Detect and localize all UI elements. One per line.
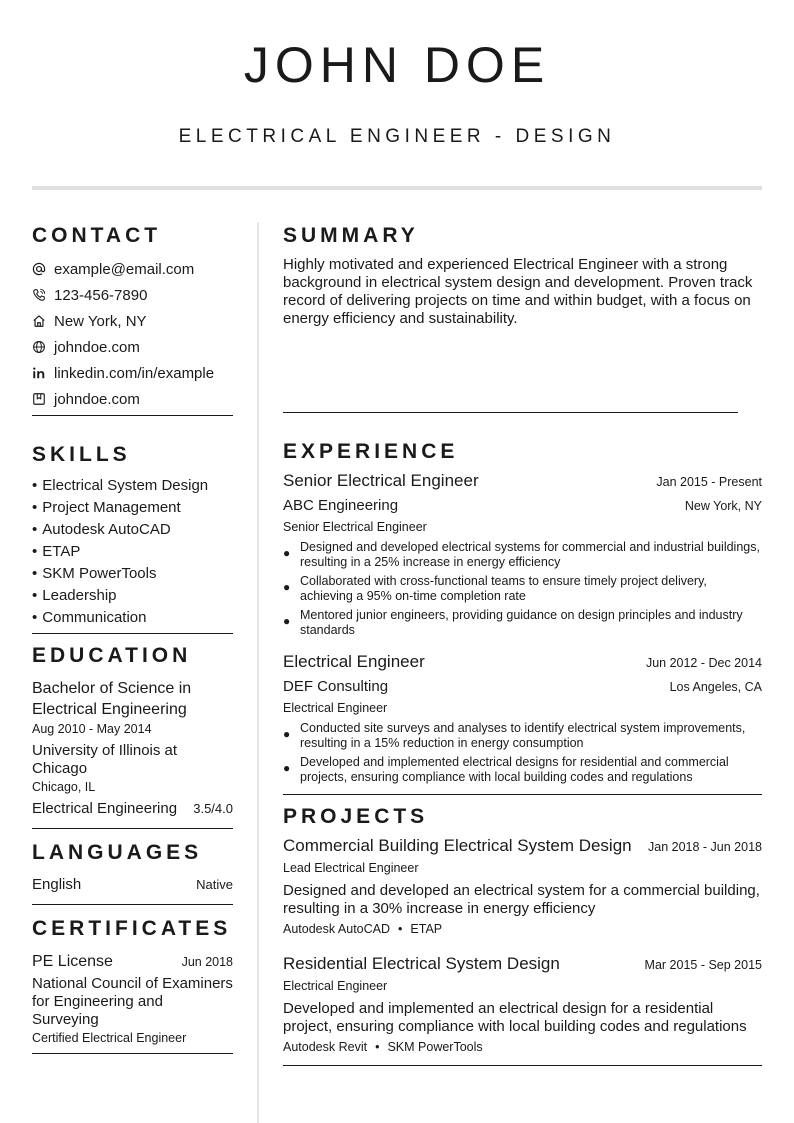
certificate-name: PE License — [32, 953, 113, 970]
contact-portfolio[interactable] — [32, 386, 233, 412]
job-bullet: ● Designed and developed electrical systems for commercial and industrial buildings, resulting in a 25% increase in energy efficiency — [283, 540, 760, 569]
contact-website[interactable] — [32, 334, 233, 360]
bookmark-icon — [32, 392, 46, 406]
skill-item: • Communication — [32, 609, 147, 626]
education-section — [32, 642, 233, 829]
globe-icon — [32, 340, 46, 354]
bullet-icon: • — [32, 477, 38, 494]
header-divider — [32, 186, 762, 190]
contact-linkedin-text: linkedin.com/in/example — [54, 364, 215, 382]
skills-section — [32, 441, 233, 634]
project-description: Designed and developed an electrical system for a commercial building, resulting in a 30% increase in energy efficiency — [283, 882, 760, 917]
job-dates: Jun 2012 - Dec 2014 — [645, 656, 762, 670]
linkedin-icon — [32, 366, 46, 380]
company-row — [283, 675, 762, 699]
certificate-row — [32, 951, 233, 973]
summary-divider — [283, 412, 738, 413]
job-bullets — [283, 721, 762, 785]
project-tag: ETAP — [410, 922, 443, 936]
contact-divider — [32, 415, 233, 416]
education-field: Electrical Engineering — [32, 800, 178, 817]
languages-section — [32, 839, 233, 905]
contact-location-text: New York, NY — [54, 312, 147, 330]
skills-heading: SKILLS — [32, 443, 131, 466]
left-column — [32, 222, 233, 1054]
summary-heading: SUMMARY — [283, 224, 419, 247]
bullet-icon: • — [32, 521, 38, 538]
job-role: Electrical Engineer — [283, 701, 388, 715]
certificates-heading: CERTIFICATES — [32, 917, 232, 940]
education-school: University of Illinois at Chicago — [32, 742, 178, 777]
skill-item: • Project Management — [32, 499, 181, 516]
project-title: Commercial Building Electrical System Design — [283, 836, 632, 855]
skills-list — [32, 475, 233, 629]
job-title-row — [283, 650, 762, 675]
project-title-row — [283, 952, 762, 977]
candidate-title: ELECTRICAL ENGINEER - DESIGN — [178, 126, 616, 147]
project-role: Electrical Engineer — [283, 979, 388, 993]
job-dates: Jan 2015 - Present — [656, 475, 762, 489]
project-role: Lead Electrical Engineer — [283, 861, 419, 875]
certificate-role: Certified Electrical Engineer — [32, 1031, 187, 1045]
contact-phone[interactable] — [32, 282, 233, 308]
summary-section — [283, 222, 762, 412]
skill-item: • Autodesk AutoCAD — [32, 521, 171, 538]
summary-text: Highly motivated and experienced Electrical Engineer with a strong background in electrical system design and development. Proven track record of delivering projects on time and within budget, with a focus on energy efficiency and sustainability. — [283, 256, 753, 327]
job-bullet: ● Developed and implemented electrical designs for residential and commercial projects, ensuring compliance with local building codes and regulations — [283, 755, 729, 784]
job-title: Senior Electrical Engineer — [283, 471, 479, 490]
certificates-section — [32, 915, 233, 1054]
certificate-date: Jun 2018 — [181, 955, 233, 969]
contact-website-text: johndoe.com — [54, 338, 140, 356]
contact-section — [32, 222, 233, 416]
job-bullet: ● Collaborated with cross-functional teams to ensure timely project delivery, achieving a 95% on-time completion rate — [283, 574, 707, 603]
experience-heading: EXPERIENCE — [283, 440, 459, 463]
experience-section — [283, 438, 762, 795]
bullet-icon: ● — [283, 727, 291, 741]
right-column — [283, 222, 762, 1066]
education-degree: Bachelor of Science in Electrical Engineering — [32, 680, 192, 718]
language-name: English — [32, 876, 82, 893]
bullet-icon: • — [32, 609, 38, 626]
company-name: ABC Engineering — [283, 497, 399, 514]
projects-heading: PROJECTS — [283, 805, 429, 828]
home-icon — [32, 314, 46, 328]
bullet-icon: ● — [283, 580, 291, 594]
project-tag: Autodesk Revit — [283, 1040, 368, 1054]
job-entry — [283, 650, 762, 785]
education-field-row — [32, 799, 233, 819]
job-bullets — [283, 540, 762, 638]
project-entry — [283, 952, 762, 1056]
certificate-issuer: National Council of Examiners for Engineering and Surveying — [32, 975, 233, 1028]
project-dates: Jan 2018 - Jun 2018 — [648, 840, 762, 854]
education-dates: Aug 2010 - May 2014 — [32, 722, 152, 736]
phone-icon — [32, 288, 46, 302]
bullet-icon: • — [32, 565, 38, 582]
project-title-row — [283, 834, 762, 859]
skill-item: • Electrical System Design — [32, 477, 209, 494]
at-icon — [32, 262, 46, 276]
experience-divider — [283, 794, 762, 795]
contact-heading: CONTACT — [32, 224, 162, 247]
tag-separator: • — [375, 1040, 380, 1054]
languages-divider — [32, 904, 233, 905]
tag-separator: • — [398, 922, 403, 936]
job-bullet: ● Mentored junior engineers, providing guidance on design principles and industry standards — [283, 608, 743, 637]
bullet-icon: ● — [283, 761, 291, 775]
project-description: Developed and implemented an electrical design for a residential project, ensuring compliance with local building codes and regulations — [283, 1000, 747, 1035]
contact-email[interactable] — [32, 256, 233, 282]
project-title: Residential Electrical System Design — [283, 954, 560, 973]
education-divider — [32, 828, 233, 829]
company-row — [283, 494, 762, 518]
language-level: Native — [196, 877, 233, 892]
bullet-icon: ● — [283, 614, 291, 628]
contact-phone-text: 123-456-7890 — [54, 286, 148, 304]
project-tag: Autodesk AutoCAD — [283, 922, 391, 936]
company-name: DEF Consulting — [283, 678, 389, 695]
project-tags — [283, 1038, 762, 1056]
job-role: Senior Electrical Engineer — [283, 520, 427, 534]
project-entry — [283, 834, 762, 938]
bullet-icon: • — [32, 543, 38, 560]
skill-item: • SKM PowerTools — [32, 565, 157, 582]
project-dates: Mar 2015 - Sep 2015 — [644, 958, 762, 972]
contact-linkedin[interactable] — [32, 360, 233, 386]
skills-divider — [32, 633, 233, 634]
company-location: Los Angeles, CA — [669, 680, 762, 694]
education-location: Chicago, IL — [32, 780, 96, 794]
projects-section — [283, 803, 762, 1066]
contact-list — [32, 256, 233, 412]
column-divider — [257, 222, 259, 1123]
language-row — [32, 875, 233, 895]
candidate-name: JOHN DOE — [243, 37, 551, 93]
skill-item: • ETAP — [32, 543, 81, 560]
education-gpa: 3.5/4.0 — [193, 801, 233, 816]
project-tag: SKM PowerTools — [387, 1040, 483, 1054]
company-location: New York, NY — [684, 499, 762, 513]
contact-portfolio-text: johndoe.com — [54, 390, 140, 408]
projects-divider — [283, 1065, 762, 1066]
job-bullet: ● Conducted site surveys and analyses to identify electrical system improvements, resulting in a 15% reduction in energy consumption — [283, 721, 746, 750]
bullet-icon: ● — [283, 546, 291, 560]
bullet-icon: • — [32, 499, 38, 516]
certificates-divider — [32, 1053, 233, 1054]
contact-location — [32, 308, 233, 334]
contact-email-text: example@email.com — [54, 260, 195, 278]
bullet-icon: • — [32, 587, 38, 604]
skill-item: • Leadership — [32, 587, 117, 604]
education-heading: EDUCATION — [32, 644, 192, 667]
languages-heading: LANGUAGES — [32, 841, 203, 864]
job-title-row — [283, 469, 762, 494]
job-entry — [283, 469, 762, 638]
project-tags — [283, 920, 762, 938]
job-title: Electrical Engineer — [283, 652, 425, 671]
